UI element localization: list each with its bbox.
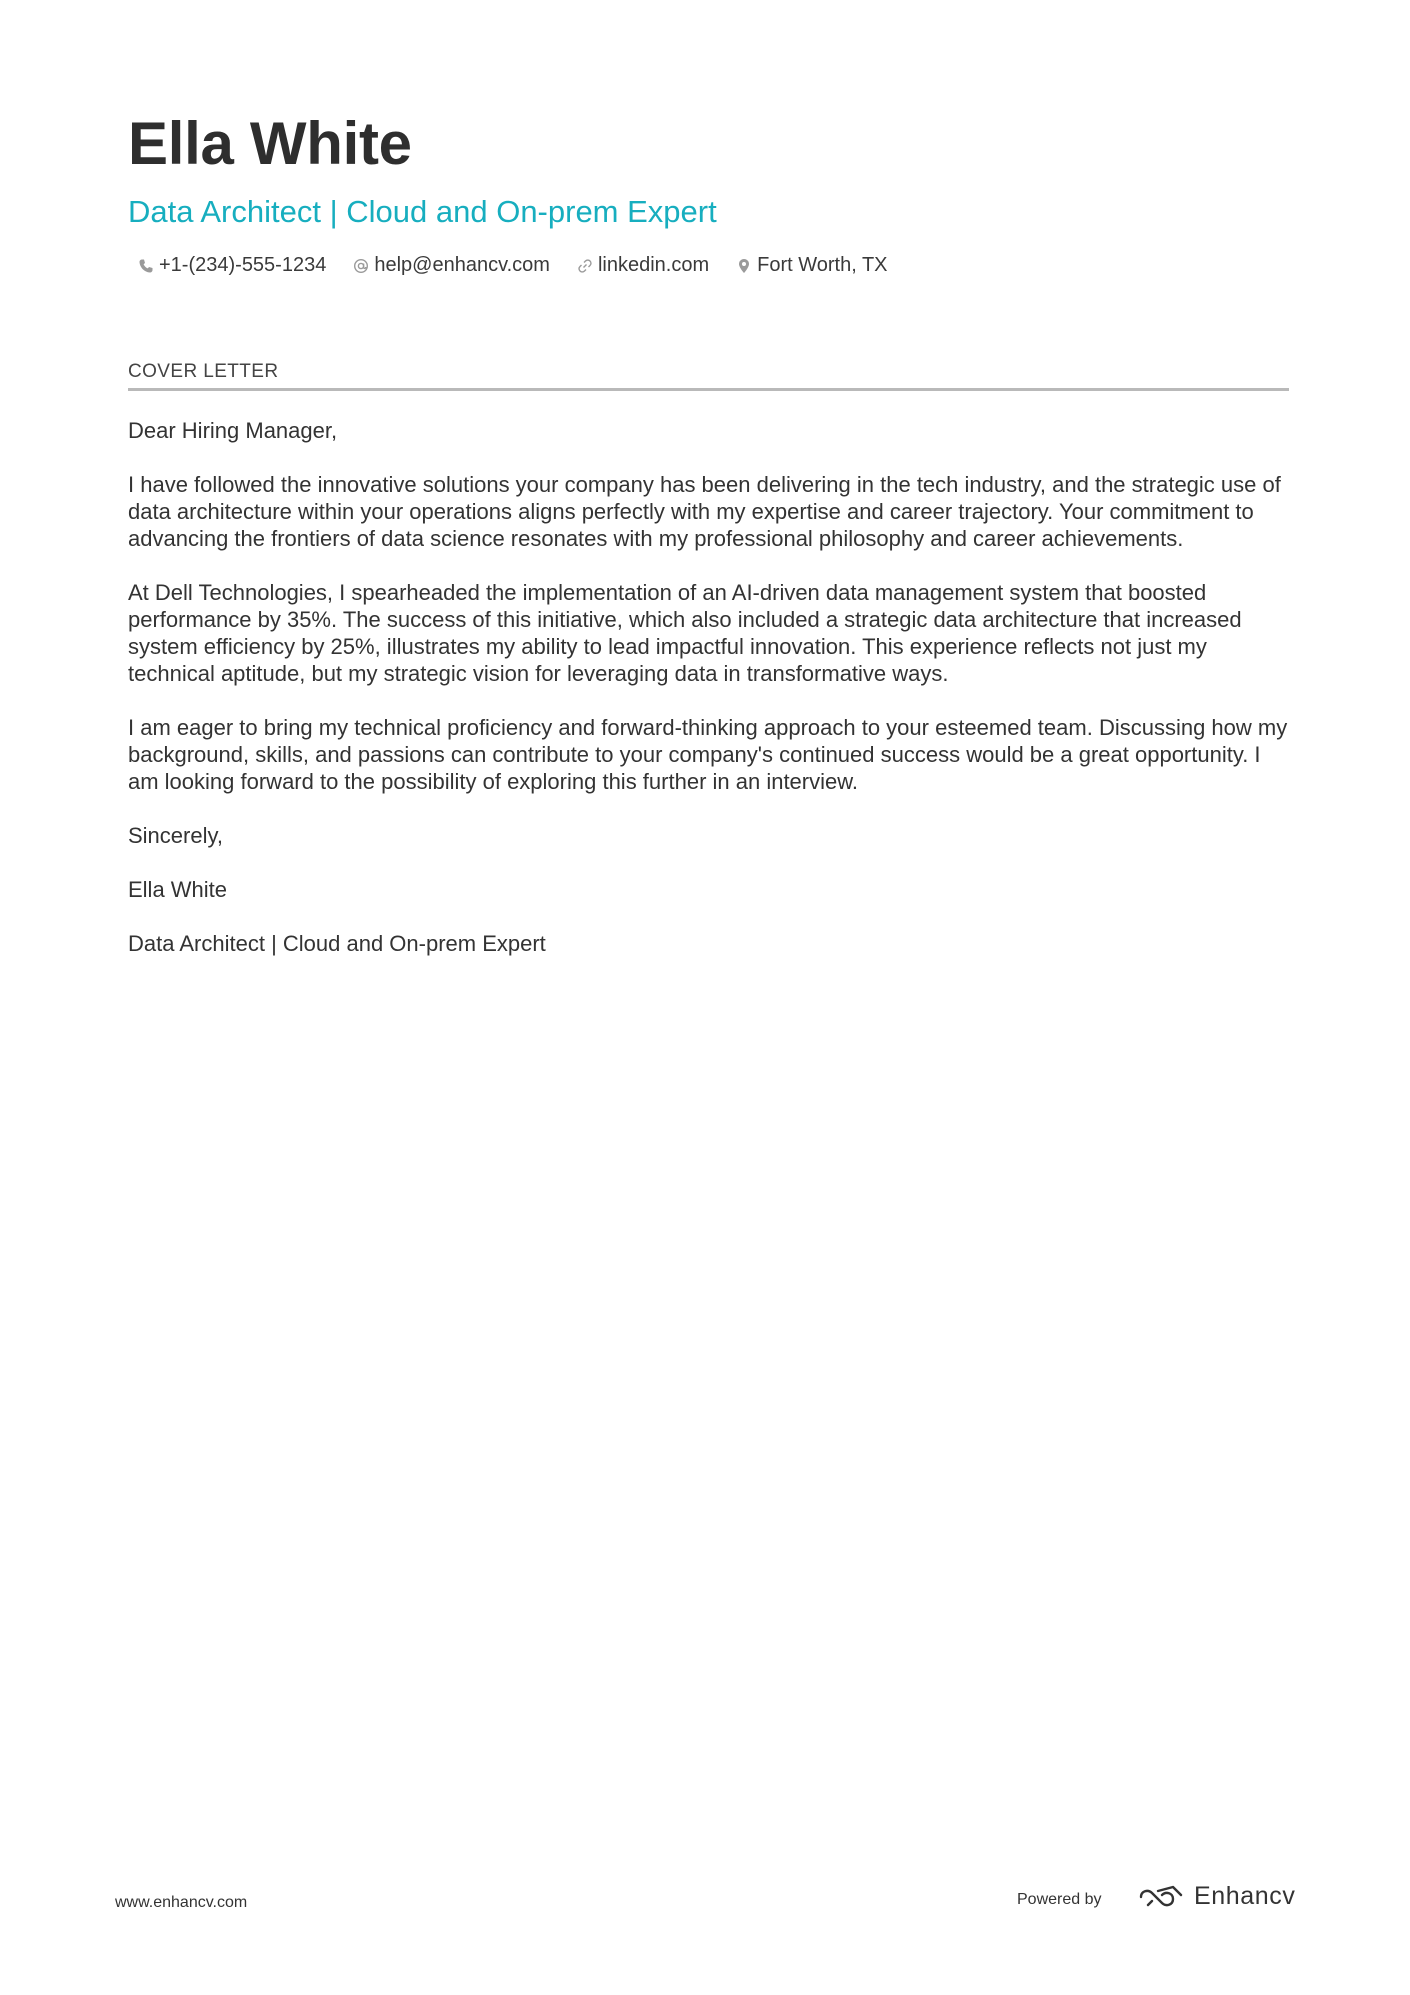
header: [128, 108, 1288, 277]
brand-name: Enhancv: [1194, 1882, 1296, 1910]
greeting: Dear Hiring Manager,: [128, 418, 338, 443]
cover-letter-section: [128, 360, 1289, 984]
brand-logo[interactable]: [1138, 1882, 1296, 1911]
closing: Sincerely,: [128, 823, 223, 848]
contact-phone: [137, 254, 326, 277]
paragraph: I am eager to bring my technical proficiency and forward-thinking approach to your esteemed team. Discussing how my background, skills, and passions can contribute to your company's continued success would be a great opportunity. I am looking forward to the possibility of exploring this further in an interview.: [128, 715, 1288, 794]
paragraph: At Dell Technologies, I spearheaded the implementation of an AI-driven data management system that boosted performance by 35%. The success of this initiative, which also included a strategic data architecture that increased system efficiency by 25%, illustrates my ability to lead impactful innovation. This experience reflects not just my technical aptitude, but my strategic vision for leveraging data in transformative ways.: [128, 580, 1242, 686]
signature-title: Data Architect | Cloud and On-prem Expert: [128, 931, 546, 956]
enhancv-logo-icon: [1138, 1884, 1184, 1910]
candidate-name: Ella White: [128, 110, 412, 177]
contact-linkedin: [576, 254, 709, 277]
contact-location: [735, 254, 887, 277]
letter-body: [128, 417, 1289, 957]
candidate-title: Data Architect | Cloud and On-prem Expert: [128, 194, 717, 229]
phone-text[interactable]: +1-(234)-555-1234: [159, 254, 327, 276]
powered-by-label: Powered by: [1017, 1891, 1102, 1908]
email-text[interactable]: help@enhancv.com: [374, 254, 550, 276]
signature-name: Ella White: [128, 877, 228, 902]
link-icon: [576, 257, 594, 275]
contact-bar: [128, 254, 1288, 277]
location-pin-icon: [735, 257, 753, 275]
location-text: Fort Worth, TX: [757, 254, 888, 276]
at-icon: [352, 257, 370, 275]
footer-url[interactable]: www.enhancv.com: [115, 1894, 248, 1911]
contact-email: [352, 254, 550, 277]
section-title: COVER LETTER: [128, 360, 1289, 391]
paragraph: I have followed the innovative solutions your company has been delivering in the tech industry, and the strategic use of data architecture within your operations aligns perfectly with my expertise and career trajectory. Your commitment to advancing the frontiers of data science resonates with my professional philosophy and career achievements.: [128, 472, 1281, 551]
linkedin-text[interactable]: linkedin.com: [597, 254, 710, 276]
phone-icon: [137, 257, 155, 275]
